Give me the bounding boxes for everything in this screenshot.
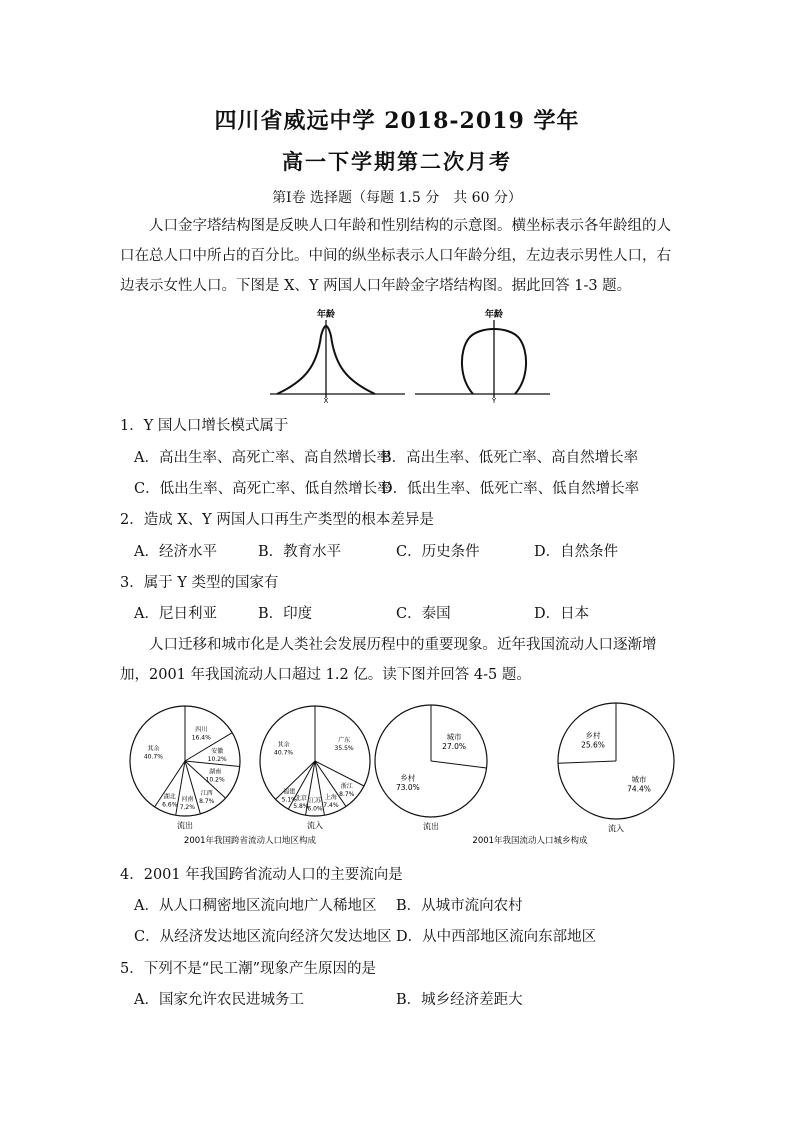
q1-option-d[interactable]: D．低出生率、低死亡率、低自然增长率 bbox=[381, 481, 640, 497]
pie-chart-title: 流入 bbox=[608, 824, 624, 833]
pie-slice-label: 其余 bbox=[147, 745, 160, 753]
pie-chart-title: 流出 bbox=[177, 821, 193, 830]
q5-option-b[interactable]: B．城乡经济差距大 bbox=[396, 992, 523, 1008]
pie-slice-label: 安徽 bbox=[211, 747, 224, 755]
question-2: 2．造成 X、Y 两国人口再生产类型的根本差异是 bbox=[120, 512, 434, 528]
pie-slice-label: 浙江 bbox=[340, 782, 353, 790]
pie-chart-4 bbox=[558, 703, 674, 833]
q3-option-d[interactable]: D．日本 bbox=[534, 606, 590, 622]
q3-option-c[interactable]: C．泰国 bbox=[396, 606, 451, 622]
caption-right: 2001年我国流动人口城乡构成 bbox=[472, 836, 588, 846]
pie-chart-title: 流入 bbox=[307, 821, 323, 830]
pie-slice-label: 乡村 bbox=[400, 773, 416, 783]
pie-slice-value: 5.1% bbox=[281, 796, 297, 804]
question-3: 3．属于 Y 类型的国家有 bbox=[120, 575, 279, 591]
intro-2-text: 人口迁移和城市化是人类社会发展历程中的重要现象。近年我国流动人口逐渐增加，2001 年我国流动人口超过 1.2 亿。读下图并回答 4-5 题。 bbox=[120, 637, 657, 683]
q1-option-c[interactable]: C．低出生率、高死亡率、低自然增长率 bbox=[134, 481, 392, 497]
intro-paragraph-2 bbox=[120, 630, 680, 690]
question-1: 1．Y 国人口增长模式属于 bbox=[120, 418, 289, 434]
pie-slice-value: 5.8% bbox=[293, 802, 309, 810]
pie-slice-label: 江苏 bbox=[308, 797, 322, 805]
pie-slice-value: 7.4% bbox=[323, 802, 339, 810]
pyramid-y-label: Y bbox=[491, 397, 497, 405]
pie-slice-value: 6.6% bbox=[162, 801, 178, 809]
q1-option-a[interactable]: A．高出生率、高死亡率、高自然增长率 bbox=[134, 450, 391, 466]
section-heading: 第Ⅰ卷 选择题（每题 1.5 分 共 60 分） bbox=[272, 190, 522, 206]
pie-slice-label: 广东 bbox=[338, 737, 351, 745]
pie-slice-value: 6.0% bbox=[307, 805, 323, 813]
q3-option-a[interactable]: A．尼日利亚 bbox=[134, 606, 217, 622]
pyramid-x bbox=[270, 308, 405, 405]
pie-slice-label: 河南 bbox=[181, 796, 194, 804]
pie-slice-label: 湖北 bbox=[163, 793, 176, 801]
pie-slice-label: 湖南 bbox=[209, 768, 222, 776]
pie-slice-value: 73.0% bbox=[395, 782, 420, 792]
pie-chart-2 bbox=[260, 706, 370, 830]
pie-slice-value: 40.7% bbox=[143, 753, 163, 761]
pie-slice-value: 74.4% bbox=[627, 784, 651, 794]
pyramid-y-axis-label: 年龄 bbox=[484, 310, 504, 320]
pie-slice-value: 10.2% bbox=[205, 776, 225, 784]
pie-slice-label: 北京 bbox=[294, 794, 307, 802]
intro-1-text: 人口金字塔结构图是反映人口年龄和性别结构的示意图。横坐标表示各年龄组的人口在总人口中所占的百分比。中间的纵坐标表示人口年龄分组，左边表示男性人口，右边表示女性人口。下图是 X、Y 两国人口年龄金字塔结构图。据此回答 1-3 题。 bbox=[120, 218, 671, 294]
population-pyramids bbox=[265, 306, 565, 406]
pie-slice-value: 40.7% bbox=[274, 749, 294, 757]
pie-slice-value: 8.7% bbox=[199, 798, 215, 806]
pie-chart-3 bbox=[375, 705, 487, 831]
pie-slice-label: 上海 bbox=[324, 794, 337, 802]
q2-option-d[interactable]: D．自然条件 bbox=[534, 544, 619, 560]
q5-option-a[interactable]: A．国家允许农民进城务工 bbox=[134, 992, 304, 1008]
pie-slice-label: 城市 bbox=[631, 775, 647, 785]
q2-option-c[interactable]: C．历史条件 bbox=[396, 544, 480, 560]
caption-left: 2001年我国跨省流动人口地区构成 bbox=[183, 836, 317, 846]
q4-option-d[interactable]: D．从中西部地区流向东部地区 bbox=[396, 929, 597, 945]
q4-option-b[interactable]: B．从城市流向农村 bbox=[396, 898, 523, 914]
pie-slice-value: 7.2% bbox=[179, 804, 195, 812]
pie-slice-value: 10.2% bbox=[207, 755, 227, 763]
pie-slice-label: 江西 bbox=[200, 790, 213, 798]
pie-slice-value: 35.5% bbox=[334, 745, 354, 753]
pie-slice-label: 乡村 bbox=[585, 730, 601, 740]
pie-slice-value: 27.0% bbox=[442, 742, 467, 752]
pie-slice-value: 25.6% bbox=[581, 740, 605, 750]
q4-option-a[interactable]: A．从人口稠密地区流向地广人稀地区 bbox=[134, 898, 377, 914]
pie-slice-label: 福建 bbox=[283, 788, 296, 796]
pie-slice-label: 四川 bbox=[195, 726, 208, 734]
pie-charts-figure bbox=[120, 696, 680, 856]
q1-option-b[interactable]: B．高出生率、低死亡率、高自然增长率 bbox=[381, 450, 639, 466]
pyramid-y bbox=[415, 308, 550, 405]
pie-slice-value: 8.7% bbox=[339, 790, 355, 798]
pie-chart-title: 流出 bbox=[423, 822, 439, 831]
q2-option-a[interactable]: A．经济水平 bbox=[134, 544, 217, 560]
pie-chart-1 bbox=[130, 706, 240, 830]
intro-paragraph-1 bbox=[120, 211, 680, 301]
q2-option-b[interactable]: B．教育水平 bbox=[258, 544, 342, 560]
pie-slice-label: 其余 bbox=[277, 741, 290, 749]
q4-option-c[interactable]: C．从经济发达地区流向经济欠发达地区 bbox=[134, 929, 392, 945]
pie-slice-value: 16.4% bbox=[191, 734, 211, 742]
pie-slice-label: 城市 bbox=[446, 732, 462, 742]
question-4: 4．2001 年我国跨省流动人口的主要流向是 bbox=[120, 867, 403, 883]
question-5: 5．下列不是“民工潮”现象产生原因的是 bbox=[120, 961, 377, 977]
pyramid-x-label: X bbox=[323, 397, 329, 405]
pyramid-x-axis-label: 年龄 bbox=[316, 310, 336, 320]
exam-subtitle: 高一下学期第二次月考 bbox=[282, 149, 512, 174]
q3-option-b[interactable]: B．印度 bbox=[258, 606, 313, 622]
exam-title: 四川省威远中学 2018-2019 学年 bbox=[214, 108, 580, 134]
